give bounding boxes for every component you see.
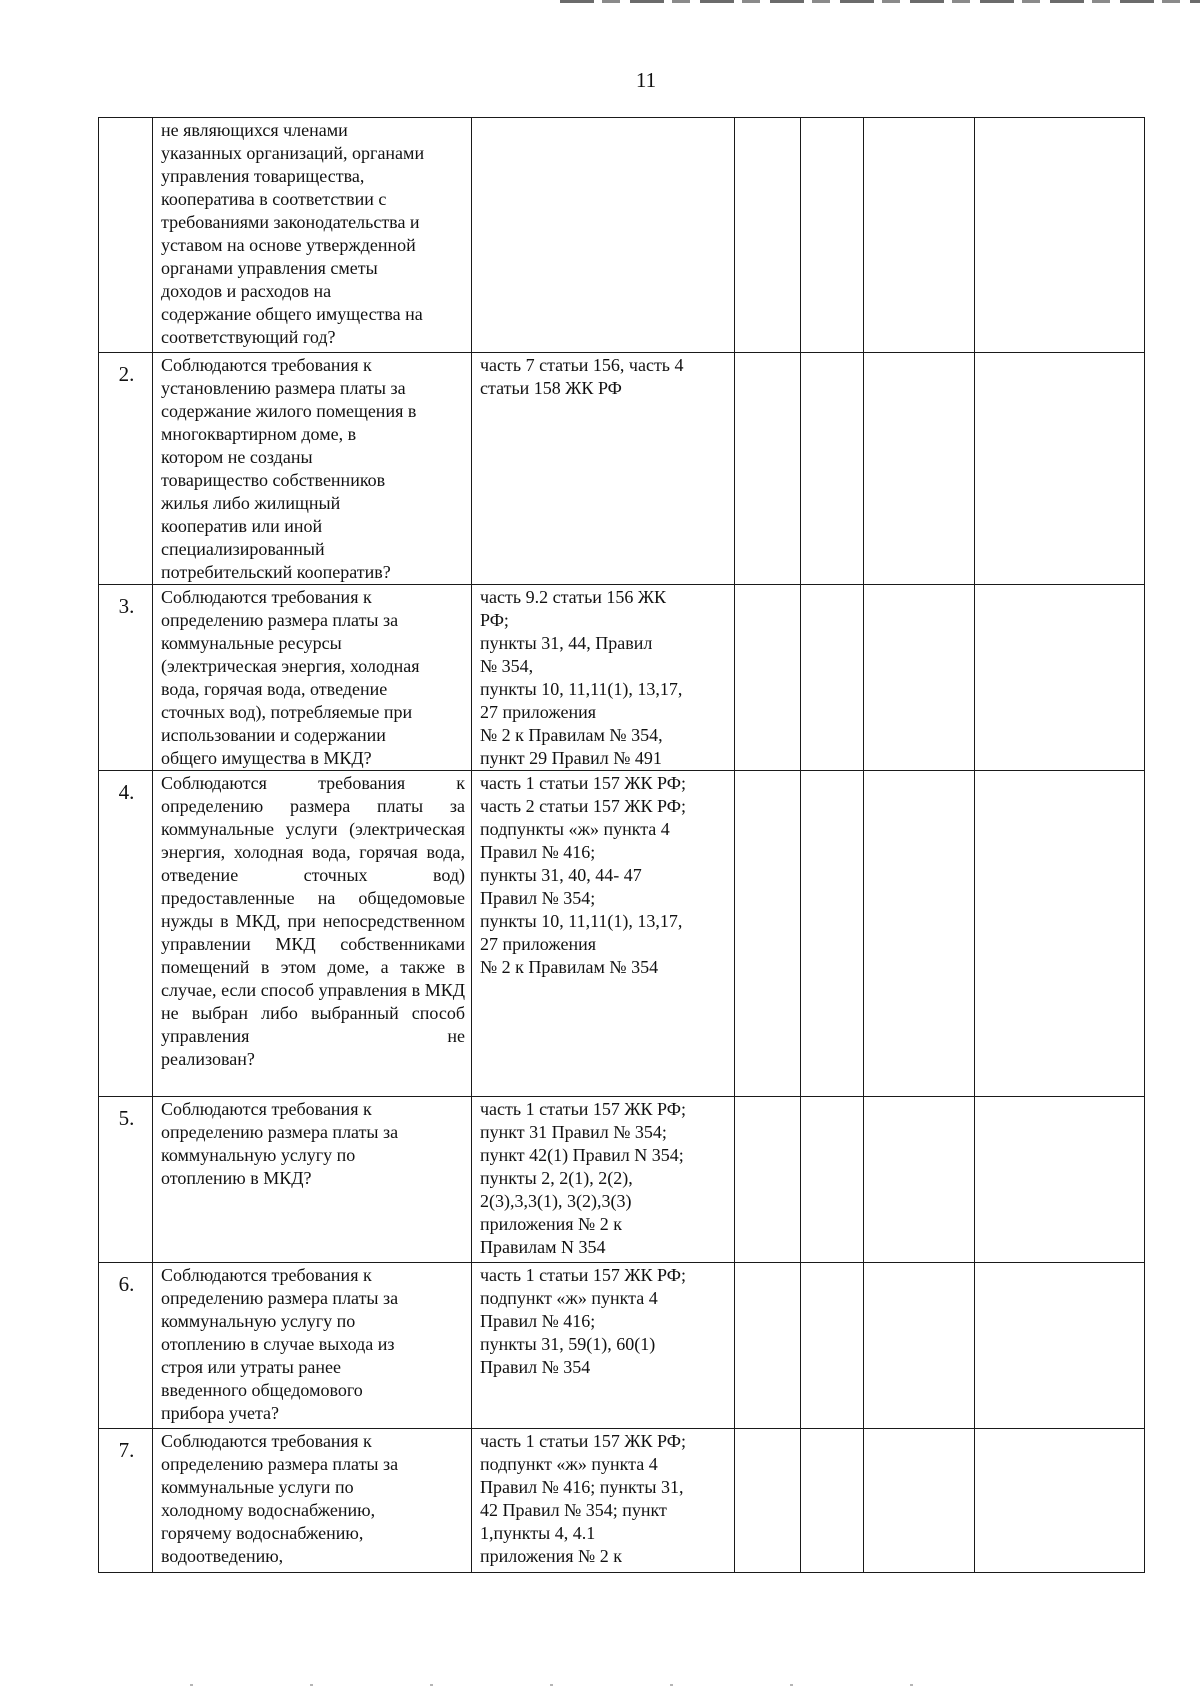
legal-references xyxy=(472,1097,735,1263)
notes-cell[interactable] xyxy=(975,585,1145,771)
answer-yes-cell[interactable] xyxy=(735,1263,801,1429)
row-number: 3. xyxy=(99,585,153,771)
question-text: Соблюдаются требования к установлению размера платы за содержание жилого помещения в многоквартирном доме, в котором не созданы товарищество собственников жилья либо жилищный кооператив или иной специализированный потребительский кооператив? xyxy=(161,355,417,582)
answer-yes-cell[interactable] xyxy=(735,118,801,353)
not-applicable-cell[interactable] xyxy=(864,1097,975,1263)
legal-references xyxy=(472,585,735,771)
requirement-question xyxy=(153,118,472,353)
question-text: Соблюдаются требования к определению размера платы за коммунальную услугу по отоплению в случае выхода из строя или утраты ранее введенного общедомового прибора учета? xyxy=(161,1265,399,1423)
table-row xyxy=(99,1429,1145,1573)
not-applicable-cell[interactable] xyxy=(864,1429,975,1573)
references-text: часть 9.2 статьи 156 ЖК РФ; пункты 31, 44, Правил № 354, пункты 10, 11,11(1), 13,17, 27 приложения № 2 к Правилам № 354, пункт 29 Правил № 491 xyxy=(480,587,683,768)
question-text: Соблюдаются требования к определению размера платы за коммунальные ресурсы (электрическая энергия, холодная вода, горячая вода, отведение сточных вод), потребляемые при использовании и содержании общего имущества в МКД? xyxy=(161,587,420,768)
answer-no-cell[interactable] xyxy=(801,118,864,353)
question-text-tail: реализован? xyxy=(161,1049,255,1069)
notes-cell[interactable] xyxy=(975,118,1145,353)
answer-yes-cell[interactable] xyxy=(735,1429,801,1573)
notes-cell[interactable] xyxy=(975,1097,1145,1263)
legal-references xyxy=(472,1263,735,1429)
table-row xyxy=(99,1097,1145,1263)
requirement-question xyxy=(153,1097,472,1263)
answer-no-cell[interactable] xyxy=(801,1097,864,1263)
page-number: 11 xyxy=(635,68,657,92)
references-text: часть 7 статьи 156, часть 4 статьи 158 ЖК РФ xyxy=(480,355,684,398)
row-number: 4. xyxy=(99,771,153,1097)
answer-yes-cell[interactable] xyxy=(735,585,801,771)
notes-cell[interactable] xyxy=(975,771,1145,1097)
not-applicable-cell[interactable] xyxy=(864,771,975,1097)
answer-no-cell[interactable] xyxy=(801,353,864,585)
table-row xyxy=(99,353,1145,585)
references-text: часть 1 статьи 157 ЖК РФ; часть 2 статьи 157 ЖК РФ; подпункты «ж» пункта 4 Правил № 416; пункты 31, 40, 44- 47 Правил № 354; пункты 10, 11,11(1), 13,17, 27 приложения № 2 к Правилам № 354 xyxy=(480,773,686,977)
question-text: Соблюдаются требования к определению размера платы за коммунальную услугу по отоплению в МКД? xyxy=(161,1099,399,1188)
not-applicable-cell[interactable] xyxy=(864,585,975,771)
references-text: часть 1 статьи 157 ЖК РФ; подпункт «ж» пункта 4 Правил № 416; пункты 31, 59(1), 60(1) Правил № 354 xyxy=(480,1265,686,1377)
table-row xyxy=(99,118,1145,353)
requirement-question xyxy=(153,353,472,585)
legal-references xyxy=(472,771,735,1097)
row-number: 5. xyxy=(99,1097,153,1263)
notes-cell[interactable] xyxy=(975,1263,1145,1429)
references-text: часть 1 статьи 157 ЖК РФ; подпункт «ж» пункта 4 Правил № 416; пункты 31, 42 Правил № 354; пункт 1,пункты 4, 4.1 приложения № 2 к xyxy=(480,1431,686,1566)
answer-yes-cell[interactable] xyxy=(735,771,801,1097)
question-text: Соблюдаются требования к определению размера платы за коммунальные услуги (электрическая энергия, холодная вода, горячая вода, отведение сточных вод) предоставленные на общедомовые нужды в МКД, при непосредственном управлении МКД собственниками помещений в этом доме, а также в случае, если способ управления в МКД не выбран либо выбранный способ управления не xyxy=(161,773,465,1046)
notes-cell[interactable] xyxy=(975,1429,1145,1573)
notes-cell[interactable] xyxy=(975,353,1145,585)
not-applicable-cell[interactable] xyxy=(864,118,975,353)
requirement-question xyxy=(153,1263,472,1429)
requirement-question xyxy=(153,585,472,771)
legal-references xyxy=(472,353,735,585)
question-text: не являющихся членами указанных организаций, органами управления товарищества, кооператива в соответствии с требованиями законодательства и уставом на основе утвержденной органами управления сметы доходов и расходов на содержание общего имущества на соответствующий год? xyxy=(161,120,425,347)
checklist-table xyxy=(98,117,1145,1573)
not-applicable-cell[interactable] xyxy=(864,1263,975,1429)
legal-references xyxy=(472,1429,735,1573)
table-row xyxy=(99,585,1145,771)
row-number: 7. xyxy=(99,1429,153,1573)
answer-no-cell[interactable] xyxy=(801,1429,864,1573)
answer-no-cell[interactable] xyxy=(801,1263,864,1429)
answer-yes-cell[interactable] xyxy=(735,353,801,585)
table-row xyxy=(99,771,1145,1097)
answer-no-cell[interactable] xyxy=(801,771,864,1097)
scan-edge-marks xyxy=(560,0,1200,3)
references-text: часть 1 статьи 157 ЖК РФ; пункт 31 Правил № 354; пункт 42(1) Правил N 354; пункты 2, 2(1), 2(2), 2(3),3,3(1), 3(2),3(3) приложения № 2 к Правилам N 354 xyxy=(480,1099,686,1257)
requirement-question xyxy=(153,1429,472,1573)
not-applicable-cell[interactable] xyxy=(864,353,975,585)
legal-references xyxy=(472,118,735,353)
row-number: 2. xyxy=(99,353,153,585)
answer-yes-cell[interactable] xyxy=(735,1097,801,1263)
question-text: Соблюдаются требования к определению размера платы за коммунальные услуги по холодному водоснабжению, горячему водоснабжению, водоотведению, xyxy=(161,1431,399,1566)
answer-no-cell[interactable] xyxy=(801,585,864,771)
row-number: 6. xyxy=(99,1263,153,1429)
requirement-question xyxy=(153,771,472,1097)
table-row xyxy=(99,1263,1145,1429)
scan-bottom-marks xyxy=(190,1684,970,1686)
row-number xyxy=(99,118,153,353)
